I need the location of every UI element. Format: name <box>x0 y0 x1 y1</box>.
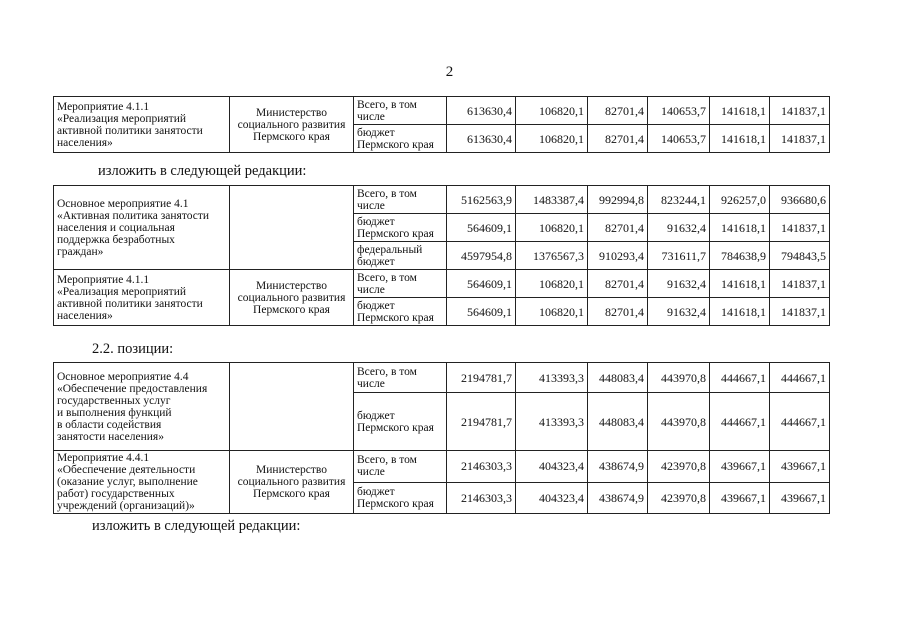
cell-text-line: бюджет <box>357 215 395 228</box>
amount-cell: 423970,8 <box>648 482 710 514</box>
amount-cell: 82701,4 <box>588 298 648 326</box>
cell-text-line: Основное мероприятие 4.1 <box>57 197 189 210</box>
amount-cell: 438674,9 <box>588 482 648 514</box>
amount-cell: 992994,8 <box>588 186 648 214</box>
cell-text-line: числе <box>357 283 385 296</box>
cell-text-line: занятости населения» <box>57 430 164 443</box>
amount-cell: 438674,9 <box>588 451 648 483</box>
cell-text-line: (оказание услуг, выполнение <box>57 476 198 488</box>
amount-cell: 82701,4 <box>588 125 648 153</box>
amount-cell: 404323,4 <box>516 451 588 483</box>
cell-text-line: социального развития <box>237 476 346 488</box>
cell-text-line: активной политики занятости <box>57 297 203 310</box>
amount-cell: 141837,1 <box>770 125 830 153</box>
cell-text-line: «Реализация мероприятий <box>57 285 187 298</box>
cell-text-line: «Реализация мероприятий <box>57 112 187 125</box>
cell-text-line: Мероприятие 4.1.1 <box>57 273 150 286</box>
activity-name-cell <box>54 97 230 153</box>
cell-text-line: федеральный <box>357 243 423 256</box>
cell-text-line: Министерство <box>256 464 327 476</box>
cell-text-line: граждан» <box>57 245 104 258</box>
amount-cell: 2146303,3 <box>447 451 516 483</box>
funding-source-cell <box>354 125 447 153</box>
amount-cell: 613630,4 <box>447 125 516 153</box>
cell-text-line: и выполнения функций <box>57 406 172 419</box>
amount-cell: 423970,8 <box>648 451 710 483</box>
amount-cell: 140653,7 <box>648 125 710 153</box>
amount-cell: 784638,9 <box>710 242 770 270</box>
amount-cell: 141618,1 <box>710 214 770 242</box>
cell-text-line: бюджет <box>357 485 395 498</box>
activity-name-cell <box>54 186 230 270</box>
funding-source-cell <box>354 270 447 298</box>
amount-cell: 106820,1 <box>516 97 588 125</box>
amount-cell: 141618,1 <box>710 125 770 153</box>
amount-cell: 141837,1 <box>770 270 830 298</box>
amount-cell: 141837,1 <box>770 97 830 125</box>
amount-cell: 141618,1 <box>710 270 770 298</box>
amount-cell: 448083,4 <box>588 393 648 451</box>
amount-cell: 794843,5 <box>770 242 830 270</box>
cell-text-line: работ) государственных <box>57 488 175 500</box>
cell-text-line: Министерство <box>256 279 327 292</box>
amount-cell: 141837,1 <box>770 214 830 242</box>
amount-cell: 444667,1 <box>770 363 830 393</box>
cell-text-line: Всего, в том <box>357 187 417 200</box>
instruction-paragraph-1: изложить в следующей редакции: <box>98 163 307 179</box>
amount-cell: 926257,0 <box>710 186 770 214</box>
cell-text-line: Всего, в том <box>357 365 417 378</box>
cell-text-line: бюджет <box>357 126 395 139</box>
budget-table-1 <box>53 96 830 153</box>
amount-cell: 5162563,9 <box>447 186 516 214</box>
funding-source-cell <box>354 298 447 326</box>
amount-cell: 413393,3 <box>516 363 588 393</box>
budget-table-2 <box>53 185 830 326</box>
cell-text-line: «Обеспечение деятельности <box>57 464 196 476</box>
amount-cell: 439667,1 <box>710 482 770 514</box>
amount-cell: 439667,1 <box>770 482 830 514</box>
amount-cell: 2194781,7 <box>447 393 516 451</box>
cell-text-line: бюджет <box>357 299 395 312</box>
cell-text-line: социального развития <box>237 118 346 131</box>
amount-cell: 141618,1 <box>710 298 770 326</box>
funding-source-cell <box>354 482 447 514</box>
cell-text-line: Министерство <box>256 106 327 119</box>
cell-text-line: бюджет <box>357 255 395 268</box>
executor-cell <box>230 451 354 514</box>
cell-text-line: Пермского края <box>357 138 434 151</box>
funding-source-cell <box>354 186 447 214</box>
executor-cell <box>230 270 354 326</box>
amount-cell: 4597954,8 <box>447 242 516 270</box>
amount-cell: 106820,1 <box>516 125 588 153</box>
amount-cell: 613630,4 <box>447 97 516 125</box>
cell-text-line: Мероприятие 4.1.1 <box>57 100 150 113</box>
cell-text-line: Пермского края <box>253 130 330 143</box>
table-row <box>54 270 830 298</box>
cell-text-line: Мероприятие 4.4.1 <box>57 452 150 464</box>
table-row <box>54 186 830 214</box>
cell-text-line: Основное мероприятие 4.4 <box>57 370 189 383</box>
cell-text-line: «Обеспечение предоставления <box>57 382 208 395</box>
amount-cell: 448083,4 <box>588 363 648 393</box>
cell-text-line: числе <box>357 377 385 390</box>
amount-cell: 1376567,3 <box>516 242 588 270</box>
amount-cell: 936680,6 <box>770 186 830 214</box>
amount-cell: 141618,1 <box>710 97 770 125</box>
cell-text-line: Пермского края <box>357 227 434 240</box>
cell-text-line: социального развития <box>237 291 346 304</box>
amount-cell: 141837,1 <box>770 298 830 326</box>
amount-cell: 82701,4 <box>588 97 648 125</box>
amount-cell: 439667,1 <box>710 451 770 483</box>
amount-cell: 404323,4 <box>516 482 588 514</box>
cell-text-line: Всего, в том <box>357 98 417 111</box>
amount-cell: 443970,8 <box>648 363 710 393</box>
amount-cell: 140653,7 <box>648 97 710 125</box>
cell-text-line: бюджет <box>357 409 395 422</box>
cell-text-line: числе <box>357 110 385 123</box>
funding-source-cell <box>354 242 447 270</box>
cell-text-line: поддержка безработных <box>57 233 175 246</box>
cell-text-line: Пермского края <box>357 497 434 510</box>
cell-text-line: активной политики занятости <box>57 124 203 137</box>
amount-cell: 444667,1 <box>770 393 830 451</box>
amount-cell: 823244,1 <box>648 186 710 214</box>
cell-text-line: Пермского края <box>357 421 434 434</box>
cell-text-line: учреждений (организаций)» <box>57 500 195 512</box>
table-row <box>54 451 830 483</box>
amount-cell: 82701,4 <box>588 270 648 298</box>
cell-text-line: Пермского края <box>253 488 330 500</box>
cell-text-line: населения» <box>57 309 113 322</box>
funding-source-cell <box>354 214 447 242</box>
table-row <box>54 363 830 393</box>
amount-cell: 564609,1 <box>447 270 516 298</box>
cell-text-line: Всего, в том <box>357 454 417 467</box>
cell-text-line: числе <box>357 466 385 479</box>
funding-source-cell <box>354 451 447 483</box>
table-row <box>54 97 830 125</box>
amount-cell: 564609,1 <box>447 298 516 326</box>
amount-cell: 2194781,7 <box>447 363 516 393</box>
cell-text-line: числе <box>357 199 385 212</box>
amount-cell: 106820,1 <box>516 298 588 326</box>
funding-source-cell <box>354 97 447 125</box>
amount-cell: 439667,1 <box>770 451 830 483</box>
amount-cell: 1483387,4 <box>516 186 588 214</box>
amount-cell: 106820,1 <box>516 214 588 242</box>
executor-cell <box>230 186 354 270</box>
cell-text-line: населения и социальная <box>57 221 175 234</box>
budget-table-3 <box>53 362 830 514</box>
executor-cell <box>230 97 354 153</box>
cell-text-line: государственных услуг <box>57 394 171 407</box>
amount-cell: 564609,1 <box>447 214 516 242</box>
cell-text-line: Пермского края <box>253 303 330 316</box>
activity-name-cell <box>54 363 230 451</box>
cell-text-line: в области содействия <box>57 418 162 431</box>
amount-cell: 413393,3 <box>516 393 588 451</box>
cell-text-line: населения» <box>57 136 113 149</box>
funding-source-cell <box>354 363 447 393</box>
amount-cell: 443970,8 <box>648 393 710 451</box>
amount-cell: 910293,4 <box>588 242 648 270</box>
executor-cell <box>230 363 354 451</box>
cell-text-line: «Активная политика занятости <box>57 209 210 222</box>
page-number: 2 <box>445 64 454 80</box>
amount-cell: 444667,1 <box>710 363 770 393</box>
cell-text-line: Пермского края <box>357 311 434 324</box>
amount-cell: 82701,4 <box>588 214 648 242</box>
section-paragraph-2-2: 2.2. позиции: <box>92 341 174 357</box>
amount-cell: 91632,4 <box>648 214 710 242</box>
amount-cell: 2146303,3 <box>447 482 516 514</box>
cell-text-line: Всего, в том <box>357 271 417 284</box>
instruction-paragraph-2: изложить в следующей редакции: <box>92 518 301 534</box>
amount-cell: 106820,1 <box>516 270 588 298</box>
activity-name-cell <box>54 270 230 326</box>
funding-source-cell <box>354 393 447 451</box>
amount-cell: 444667,1 <box>710 393 770 451</box>
amount-cell: 731611,7 <box>648 242 710 270</box>
amount-cell: 91632,4 <box>648 298 710 326</box>
amount-cell: 91632,4 <box>648 270 710 298</box>
activity-name-cell <box>54 451 230 514</box>
